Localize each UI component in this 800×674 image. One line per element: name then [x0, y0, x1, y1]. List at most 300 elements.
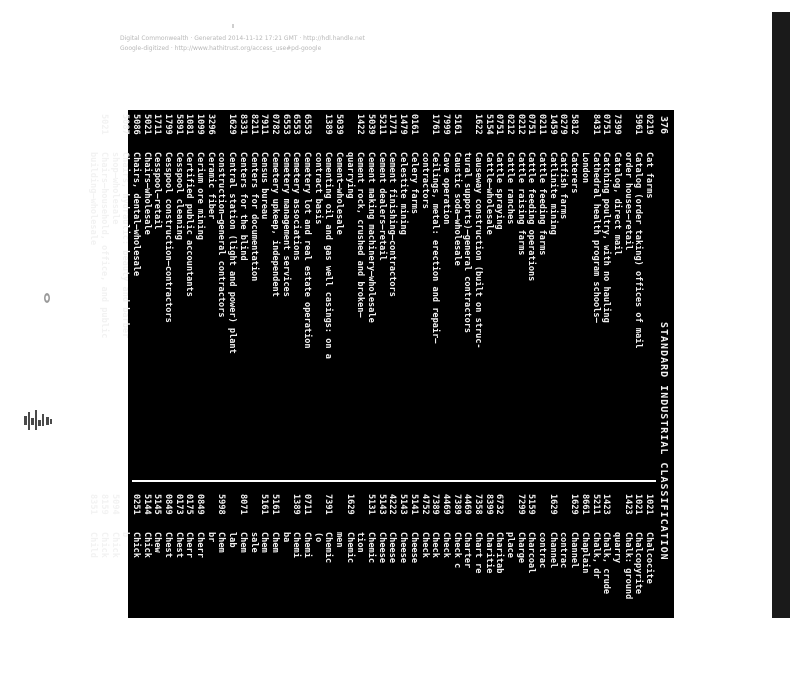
- industry-title: men: [334, 532, 345, 548]
- index-entry: [408, 114, 419, 474]
- index-entry: [216, 114, 227, 474]
- index-entry: [333, 494, 344, 674]
- industry-title: Check c: [451, 532, 462, 569]
- industry-title: Cattle raising farms: [515, 152, 526, 256]
- industry-title: Chart re: [473, 532, 483, 574]
- index-entry: [184, 114, 195, 474]
- industry-title: Caustic soda—wholesale: [451, 152, 462, 266]
- industry-title: tion: [355, 532, 366, 553]
- sic-code: 0161: [408, 114, 419, 135]
- index-entry: [430, 114, 441, 474]
- sic-code: 1622: [473, 114, 483, 135]
- index-entry: [515, 114, 526, 474]
- index-entry: [227, 114, 238, 474]
- index-entry: [472, 114, 483, 474]
- industry-title: Cement dealers—retail: [376, 152, 387, 261]
- index-entry: [184, 494, 195, 674]
- scan-speck: [232, 24, 234, 28]
- industry-title: Chem: [237, 532, 248, 553]
- sic-code: 1629: [569, 494, 580, 515]
- index-entry: [558, 114, 569, 474]
- industry-title: place: [505, 532, 516, 558]
- index-entry: [547, 114, 558, 474]
- sic-code: 1629: [344, 494, 355, 515]
- industry-title: Charitab: [494, 532, 505, 574]
- sic-code: 6732: [494, 494, 505, 515]
- index-entry: [259, 494, 270, 674]
- sic-code: 7389: [430, 494, 441, 515]
- index-entry: [633, 114, 644, 474]
- industry-title: Channel: [547, 532, 558, 569]
- scan-noise-mark: [24, 410, 52, 430]
- sic-code: 1771: [387, 114, 398, 135]
- sic-code: 0849: [195, 494, 206, 515]
- industry-title: Certified public accountants: [184, 152, 195, 297]
- sic-code: 5141: [408, 494, 419, 515]
- industry-title: Catalog (order taking) offices of mail: [633, 152, 644, 349]
- index-entry: [344, 494, 355, 674]
- industry-title: Chem: [216, 532, 227, 553]
- industry-title: Charcoal: [526, 532, 537, 574]
- industry-title: Chick: [109, 532, 120, 558]
- industry-title: Chairs, hydraulic: beauty and barber: [120, 152, 131, 339]
- index-entry: [569, 494, 580, 674]
- index-entry: [259, 114, 270, 474]
- sic-code: 1081: [184, 114, 195, 135]
- industry-title: Causeway construction (built on struc-: [473, 152, 483, 349]
- scan-edge-bar: [772, 12, 790, 618]
- sic-code: 5021: [98, 114, 109, 135]
- index-entry: [248, 494, 259, 674]
- sic-code: 5143: [376, 494, 387, 515]
- index-entry: [98, 114, 109, 474]
- industry-title: Check: [440, 532, 451, 558]
- industry-title: Cherr: [184, 532, 195, 558]
- industry-title: Chest: [173, 532, 184, 558]
- sic-code: 5021: [141, 114, 152, 135]
- sic-code: 5144: [141, 494, 152, 515]
- sic-code: 1629: [547, 494, 558, 515]
- sic-code: 8431: [590, 114, 601, 135]
- industry-title: Check: [419, 532, 430, 558]
- index-entry: [216, 494, 227, 674]
- index-entry: [526, 114, 537, 474]
- industry-title: Cesspool—retail: [152, 152, 163, 230]
- sic-code: 1459: [547, 114, 558, 135]
- left-column: [88, 114, 654, 474]
- sic-code: 6553: [302, 114, 312, 135]
- sic-code: 0751: [601, 114, 612, 135]
- industry-title: Chairs, dental—wholesale: [131, 152, 141, 277]
- index-entry: [622, 114, 633, 474]
- sic-code: 8211: [248, 114, 259, 135]
- sic-code: 0751: [494, 114, 505, 135]
- sic-code: 8071: [237, 494, 248, 515]
- index-entry: [152, 114, 163, 474]
- index-entry: [526, 494, 537, 674]
- sic-code: 4469: [440, 494, 451, 515]
- industry-title: Catching poultry, with no hauling: [601, 152, 612, 323]
- index-entry: [109, 494, 120, 674]
- index-entry: [419, 494, 430, 674]
- industry-title: Chalcocite: [644, 532, 654, 584]
- industry-title: Chemic: [344, 532, 355, 564]
- industry-title: Chalk, crude: [601, 532, 612, 595]
- industry-title: Chick: [141, 532, 152, 558]
- index-entry: [365, 114, 376, 474]
- sic-code: 0173: [173, 494, 184, 515]
- sic-code: 5131: [366, 494, 377, 515]
- industry-title: Ceramic fiber: [205, 152, 216, 220]
- industry-title: Cattle ranches: [505, 152, 516, 225]
- index-entry: [462, 494, 473, 674]
- index-entry: [162, 494, 173, 674]
- sic-code: 7389: [451, 494, 462, 515]
- index-entry: [88, 494, 99, 674]
- industry-title: Cement finishing—contractors: [387, 152, 398, 297]
- industry-title: Channel: [569, 532, 580, 569]
- sic-code: 5998: [216, 494, 227, 515]
- sic-code: 5086: [131, 114, 141, 135]
- index-entry: [387, 494, 398, 674]
- sic-code: 1099: [195, 114, 206, 135]
- index-entry: [611, 114, 622, 474]
- sic-code: 5961: [633, 114, 644, 135]
- index-entry: [194, 494, 205, 674]
- industry-title: Chairs—household, office, and public: [98, 152, 109, 339]
- index-entry: [109, 114, 120, 474]
- index-entry: [130, 494, 141, 674]
- sic-code: 7399: [611, 114, 622, 135]
- index-entry: [622, 494, 633, 674]
- industry-title: br: [205, 532, 216, 543]
- index-entry: [515, 494, 526, 674]
- industry-title: Cemetery upkeep, independent: [269, 152, 280, 297]
- industry-title: Chemi: [302, 532, 312, 558]
- index-entry: [440, 114, 451, 474]
- page-number: 376: [658, 116, 669, 135]
- index-entry: [643, 494, 654, 674]
- index-entry: [120, 494, 131, 674]
- sic-code: 5812: [569, 114, 580, 135]
- index-entry: [355, 494, 366, 674]
- sic-code: 5161: [259, 494, 270, 515]
- industry-title: Chalcopyrite: [633, 532, 644, 595]
- index-entry: [408, 494, 419, 674]
- binding-hole-mark: [44, 293, 50, 303]
- industry-title: Chem: [259, 532, 270, 553]
- index-entry: [237, 114, 248, 474]
- index-entry: [344, 114, 355, 474]
- sic-code: 6553: [280, 114, 291, 135]
- sic-code: 6553: [291, 114, 302, 135]
- index-entry: [398, 494, 409, 674]
- header-note: [120, 34, 420, 58]
- industry-title: Caterers: [569, 152, 580, 194]
- industry-title: contrac: [558, 532, 569, 569]
- industry-title: tural supports)—general contractors: [462, 152, 473, 334]
- sic-code: 3296: [205, 114, 216, 135]
- index-entry: [430, 494, 441, 674]
- index-entry: [536, 114, 547, 474]
- index-entry: [494, 114, 505, 474]
- industry-title: Cheese: [387, 532, 398, 564]
- industry-title: ba: [280, 532, 291, 543]
- industry-title: Chew: [152, 532, 163, 553]
- industry-title: Chemic: [366, 532, 377, 564]
- index-entry: [579, 494, 590, 674]
- scanned-page: [88, 110, 674, 618]
- industry-title: Chalk, dr: [590, 532, 601, 579]
- industry-title: building—wholesale: [88, 152, 99, 246]
- sic-code: 8159: [98, 494, 109, 515]
- index-entry: [355, 114, 366, 474]
- sic-code: 1422: [355, 114, 366, 135]
- index-entry: [291, 494, 302, 674]
- running-head: STANDARD INDUSTRIAL CLASSIFICATION: [658, 322, 669, 561]
- sic-code: 7911: [259, 114, 270, 135]
- index-entry: [601, 114, 612, 474]
- sic-code: 1021: [644, 494, 654, 515]
- industry-title: construction—general contractors: [216, 152, 227, 318]
- index-entry: [248, 114, 259, 474]
- index-entry: [130, 114, 141, 474]
- index-entry: [590, 114, 601, 474]
- industry-title: b: [120, 532, 131, 538]
- industry-title: Cattle feeding farms: [537, 152, 548, 256]
- industry-title: Celestite mining: [398, 152, 409, 235]
- sic-code: 8661: [579, 494, 590, 515]
- industry-title: Chick: [98, 532, 109, 558]
- industry-title: Catlinite mining: [547, 152, 558, 235]
- index-entry: [398, 114, 409, 474]
- industry-title: Cheese: [408, 532, 419, 564]
- sic-code: 0751: [526, 114, 537, 135]
- industry-title: sale: [248, 532, 259, 553]
- industry-title: Cattle feeding operations: [526, 152, 537, 282]
- industry-title: Cheese: [398, 532, 409, 564]
- industry-title: Chalk: ground: [622, 532, 633, 600]
- industry-title: quarry: [611, 532, 622, 564]
- industry-title: Cemetery lot and real estate operation: [302, 152, 312, 349]
- industry-title: Cement making machinery—wholesale: [366, 152, 377, 323]
- index-entry: [323, 114, 334, 474]
- sic-code: 5039: [334, 114, 345, 135]
- sic-code: 5161: [269, 494, 280, 515]
- sic-code: 1389: [291, 494, 302, 515]
- industry-title: Cemetery management services: [280, 152, 291, 297]
- index-entry: [301, 114, 312, 474]
- sic-code: 1423: [622, 494, 633, 515]
- index-entry: [365, 494, 376, 674]
- index-entry: [280, 114, 291, 474]
- index-entry: [547, 494, 558, 674]
- sic-code: 8351: [88, 494, 99, 515]
- index-entry: [494, 494, 505, 674]
- index-entry: [141, 114, 152, 474]
- industry-title: Cattle spraying: [494, 152, 505, 230]
- industry-title: Cementing oil and gas well casings: on a: [323, 152, 334, 359]
- sic-code: 0212: [505, 114, 516, 135]
- sic-code: 4752: [419, 494, 430, 515]
- industry-title: Centers for documentation: [248, 152, 259, 282]
- index-entry: [152, 494, 163, 674]
- index-entry: [194, 114, 205, 474]
- sic-code: 5087: [120, 114, 131, 135]
- industry-title: Cerium ore mining: [195, 152, 206, 240]
- industry-title: Charter: [462, 532, 473, 569]
- running-head-row: [656, 110, 670, 618]
- sic-code: 4222: [387, 494, 398, 515]
- index-entry: [205, 114, 216, 474]
- index-entry: [504, 494, 515, 674]
- index-entry: [643, 114, 654, 474]
- sic-code: 0711: [302, 494, 312, 515]
- industry-title: Chemi: [291, 532, 302, 558]
- sic-code: 0849: [163, 494, 174, 515]
- index-entry: [269, 114, 280, 474]
- sic-code: 0211: [537, 114, 548, 135]
- index-entry: [269, 494, 280, 674]
- index-entry: [376, 494, 387, 674]
- industry-title: contract basis: [312, 152, 323, 225]
- index-entry: [483, 494, 494, 674]
- sic-code: 5161: [451, 114, 462, 135]
- sic-code: 5211: [590, 494, 601, 515]
- index-entry: [301, 494, 312, 674]
- sic-code: 0782: [269, 114, 280, 135]
- sic-code: 0175: [184, 494, 195, 515]
- index-entry: [536, 494, 547, 674]
- sic-code: 5211: [376, 114, 387, 135]
- index-entry: [173, 114, 184, 474]
- sic-code: 0279: [558, 114, 569, 135]
- index-entry: [451, 494, 462, 674]
- index-entry: [558, 494, 569, 674]
- sic-code: 7391: [323, 494, 334, 515]
- index-entry: [237, 494, 248, 674]
- index-entry: [579, 114, 590, 474]
- industry-title: Cement—wholesale: [334, 152, 345, 235]
- sic-code: 1629: [227, 114, 238, 135]
- index-entry: [611, 494, 622, 674]
- header-note-line: Digital Commonwealth · Generated 2014-11-12 17:21 GMT · http://hdl.handle.net: [120, 35, 365, 42]
- industry-title: Chairs—wholesale: [141, 152, 152, 235]
- sic-code: 1423: [601, 494, 612, 515]
- index-entry: [601, 494, 612, 674]
- industry-title: Check: [430, 532, 441, 558]
- index-entry: [462, 114, 473, 474]
- page-content: [88, 110, 674, 618]
- index-entry: [227, 494, 238, 674]
- index-entry: [472, 494, 483, 674]
- index-entry: [162, 114, 173, 474]
- index-entry: [88, 114, 99, 474]
- industry-title: Catfish farms: [558, 152, 569, 220]
- industry-title: shop—wholesale: [109, 152, 120, 225]
- index-entry: [633, 494, 644, 674]
- industry-title: Chest: [163, 532, 174, 558]
- index-entry: [312, 494, 323, 674]
- industry-title: Catalog, direct mail: [611, 152, 622, 256]
- sic-code: 7999: [440, 114, 451, 135]
- industry-title: contrac: [537, 532, 548, 569]
- industry-title: London: [579, 152, 590, 184]
- index-entry: [312, 114, 323, 474]
- sic-code: 1479: [398, 114, 409, 135]
- index-entry: [291, 114, 302, 474]
- sic-code: 7358: [473, 494, 483, 515]
- industry-title: Centers for the blind: [237, 152, 248, 261]
- industry-title: (o: [312, 532, 323, 543]
- index-entry: [280, 494, 291, 674]
- index-entry: [141, 494, 152, 674]
- industry-title: Cat farms: [644, 152, 654, 199]
- industry-title: Chick: [131, 532, 141, 558]
- sic-code: 1021: [633, 494, 644, 515]
- sic-code: 5094: [109, 494, 120, 515]
- industry-title: Chem: [269, 532, 280, 553]
- sic-code: 1761: [430, 114, 441, 135]
- header-note-line: Google-digitized · http://www.hathitrust.org/access_use#pd-google: [120, 45, 322, 52]
- index-entry: [483, 114, 494, 474]
- industry-title: Celery farms: [408, 152, 419, 215]
- column-divider: [132, 480, 656, 482]
- sic-code: 5891: [173, 114, 184, 135]
- sic-code: 8331: [237, 114, 248, 135]
- industry-title: Cemetery associations: [291, 152, 302, 261]
- index-entry: [451, 114, 462, 474]
- index-entry: [173, 494, 184, 674]
- index-entry: [387, 114, 398, 474]
- index-entry: [419, 114, 430, 474]
- industry-title: Cesspool construction—contractors: [163, 152, 174, 323]
- industry-title: Cesspool cleaning: [173, 152, 184, 240]
- industry-title: Central station (light and power) plant: [227, 152, 238, 354]
- industry-title: order houses—retail: [622, 152, 633, 251]
- industry-title: Child: [88, 532, 99, 558]
- sic-code: 1711: [152, 114, 163, 135]
- industry-title: Census bureau: [259, 152, 270, 220]
- index-entry: [504, 114, 515, 474]
- industry-title: contractors: [419, 152, 430, 209]
- industry-title: lab: [227, 532, 238, 548]
- index-entry: [590, 494, 601, 674]
- sic-code: 5145: [152, 494, 163, 515]
- industry-title: Cave operation: [440, 152, 451, 225]
- index-entry: [205, 494, 216, 674]
- index-entry: [120, 114, 131, 474]
- index-entry: [376, 114, 387, 474]
- sic-code: 5039: [366, 114, 377, 135]
- sic-code: 4469: [462, 494, 473, 515]
- sic-code: 7299: [515, 494, 526, 515]
- sic-code: 8399: [483, 494, 494, 515]
- sic-code: 0219: [644, 114, 654, 135]
- sic-code: 5159: [526, 494, 537, 515]
- industry-title: Cattle—wholesale: [483, 152, 494, 235]
- industry-title: Cathedral health program schools—: [590, 152, 601, 323]
- index-entry: [440, 494, 451, 674]
- industry-title: Cherr: [195, 532, 206, 558]
- index-entry: [323, 494, 334, 674]
- index-entry: [98, 494, 109, 674]
- sic-code: 0251: [131, 494, 141, 515]
- sic-code: 1389: [323, 114, 334, 135]
- index-entry: [569, 114, 580, 474]
- sic-code: 0212: [515, 114, 526, 135]
- right-column: [88, 494, 654, 674]
